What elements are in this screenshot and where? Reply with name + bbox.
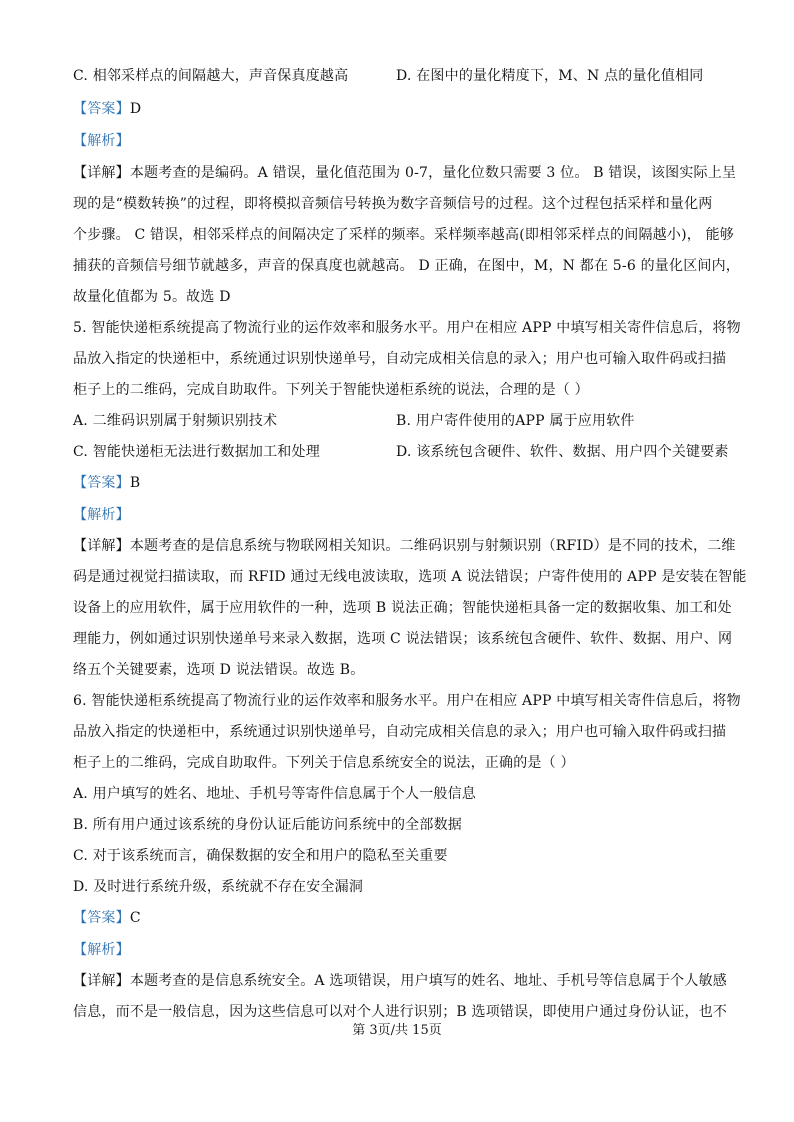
q6-option-c: C. 对于该系统而言，确保数据的安全和用户的隐私至关重要	[73, 848, 448, 864]
q6-detail-line-1: 【详解】本题考查的是信息系统安全。A 选项错误，用户填写的姓名、地址、手机号等信息属于个人敏感	[73, 973, 727, 989]
q5-stem-line-1: 5. 智能快递柜系统提高了物流行业的运作效率和服务水平。用户在相应 APP 中填写相关寄件信息后，将物	[73, 320, 741, 336]
q4-option-c: C. 相邻采样点的间隔越大，声音保真度越高	[73, 68, 349, 84]
q5-detail-line-3: 设备上的应用软件，属于应用软件的一种，选项 B 说法正确；智能快递柜具备一定的数据收集、加工和处	[73, 600, 732, 616]
q5-analysis-tag: 【解析】	[73, 507, 130, 523]
answer-tag: 【答案】	[73, 101, 130, 117]
q4-option-d: D. 在图中的量化精度下，M、N 点的量化值相同	[396, 68, 704, 84]
q6-detail-line-2: 信息，而不是一般信息，因为这些信息可以对个人进行识别；B 选项错误，即使用户通过身份认证，也不	[73, 1004, 728, 1020]
q5-detail-line-5: 络五个关键要素，选项 D 说法错误。故选 B。	[73, 662, 365, 678]
answer-value: D	[129, 101, 142, 117]
q5-option-d: D. 该系统包含硬件、软件、数据、用户四个关键要素	[396, 444, 729, 460]
q5-detail-line-2: 码是通过视觉扫描读取，而 RFID 通过无线电波读取，选项 A 说法错误；户寄件使用的 APP 是安装在智能	[73, 569, 747, 585]
q4-analysis-tag: 【解析】	[73, 133, 130, 149]
q5-option-a: A. 二维码识别属于射频识别技术	[73, 413, 278, 429]
q4-detail-line-2: 现的是“模数转换”的过程，即将模拟音频信号转换为数字音频信号的过程。这个过程包括采样和量化两	[73, 196, 713, 212]
page-footer: 第 3页/共 15页	[352, 1023, 442, 1038]
q4-detail-line-5: 故量化值都为 5。故选 D	[73, 289, 231, 305]
q5-answer	[73, 473, 140, 493]
q6-answer	[73, 908, 141, 928]
q6-stem-line-3: 柜子上的二维码，完成自助取件。下列关于信息系统安全的说法，正确的是（ ）	[73, 755, 575, 771]
q6-analysis-tag: 【解析】	[73, 942, 130, 958]
q4-answer	[73, 99, 141, 119]
q5-detail-line-1: 【详解】本题考查的是信息系统与物联网相关知识。二维码识别与射频识别（RFID）是不同的技术，二维	[73, 538, 736, 554]
q6-option-d: D. 及时进行系统升级，系统就不存在安全漏洞	[73, 879, 364, 895]
detail-tag: 【详解】	[73, 973, 130, 989]
q4-detail-line-4: 捕获的音频信号细节就越多，声音的保真度也就越高。 D 正确，在图中，M，N 都在 5-6 的量化区间内，	[73, 258, 741, 274]
detail-tag: 【详解】	[73, 538, 130, 554]
q5-stem-line-2: 品放入指定的快递柜中，系统通过识别快递单号，自动完成相关信息的录入；用户也可输入取件码或扫描	[73, 351, 727, 367]
q5-option-b: B. 用户寄件使用的APP 属于应用软件	[396, 413, 635, 429]
answer-value: B	[129, 475, 141, 491]
q5-detail-line-4: 理能力，例如通过识别快递单号来录入数据，选项 C 说法错误；该系统包含硬件、软件、数据、用户、网	[73, 631, 733, 647]
q6-option-b: B. 所有用户通过该系统的身份认证后能访问系统中的全部数据	[73, 817, 462, 833]
q6-stem-line-1: 6. 智能快递柜系统提高了物流行业的运作效率和服务水平。用户在相应 APP 中填写相关寄件信息后，将物	[73, 693, 741, 709]
q5-stem-line-3: 柜子上的二维码，完成自助取件。下列关于智能快递柜系统的说法，合理的是（ ）	[73, 382, 589, 398]
q4-detail-line-3: 个步骤。 C 错误，相邻采样点的间隔决定了采样的频率。采样频率越高(即相邻采样点的间隔越小)， 能够	[73, 227, 734, 243]
q4-detail-line-1: 【详解】本题考查的是编码。A 错误，量化值范围为 0-7，量化位数只需要 3 位。 B 错误，该图实际上呈	[73, 165, 737, 181]
q6-option-a: A. 用户填写的姓名、地址、手机号等寄件信息属于个人一般信息	[73, 786, 477, 802]
q5-option-c: C. 智能快递柜无法进行数据加工和处理	[73, 444, 320, 460]
answer-tag: 【答案】	[73, 475, 130, 491]
q6-stem-line-2: 品放入指定的快递柜中，系统通过识别快递单号，自动完成相关信息的录入；用户也可输入取件码或扫描	[73, 724, 727, 740]
detail-tag: 【详解】	[73, 165, 130, 181]
answer-tag: 【答案】	[73, 910, 130, 926]
answer-value: C	[129, 910, 141, 926]
